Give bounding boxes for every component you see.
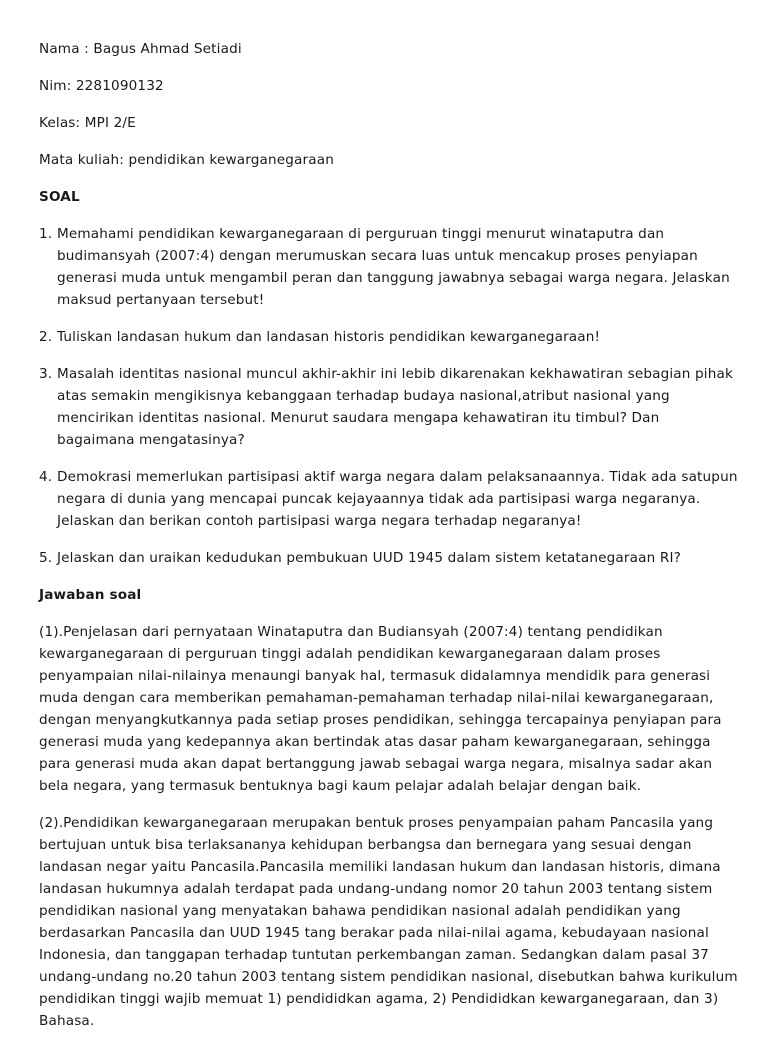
question-list [39,223,739,569]
questions-heading: SOAL [39,189,80,205]
student-name-line: Nama : Bagus Ahmad Setiadi [39,41,242,57]
student-nim-line: Nim: 2281090132 [39,78,164,94]
question-number: 2. [39,329,53,345]
course-line: Mata kuliah: pendidikan kewarganegaraan [39,152,334,168]
question-text: Tuliskan landasan hukum dan landasan historis pendidikan kewarganegaraan! [57,329,601,345]
question-number: 3. [39,366,53,382]
answers-heading: Jawaban soal [39,587,142,603]
question-number: 4. [39,469,53,485]
answer-paragraph-2: (2).Pendidikan kewarganegaraan merupakan bentuk proses penyampaian paham Pancasila yang bertujuan untuk bisa terlaksananya kehidupan berbangsa dan bernegara yang sesuai dengan landasan negar yaitu Pancasila.Pancasila memiliki landasan hukum dan landasan historis, dimana landasan hukumnya adalah terdapat pada undang-undang nomor 20 tahun 2003 tentang sistem pendidikan nasional yang menyatakan bahawa pendidikan nasional adalah pendidikan yang berdasarkan Pancasila dan UUD 1945 tang berakar pada nilai-nilai agama, kebudayaan nasional Indonesia, dan tanggapan terhadap tuntutan perkembangan zaman. Sedangkan dalam pasal 37 undang-undang no.20 tahun 2003 tentang sistem pendidikan nasional, disebutkan bahwa kurikulum pendidikan tinggi wajib memuat 1) pendididkan agama, 2) Pendididkan kewarganegaraan, dan 3) Bahasa. [39,815,738,1029]
question-item [39,223,739,311]
question-item [39,547,739,569]
question-text: Memahami pendidikan kewarganegaraan di perguruan tinggi menurut winataputra dan budimansyah (2007:4) dengan merumuskan secara luas untuk mencakup proses penyiapan generasi muda untuk mengambil peran dan tanggung jawabnya sebagai warga negara. Jelaskan maksud pertanyaan tersebut! [57,226,730,308]
question-item [39,326,739,348]
question-item [39,466,739,532]
question-number: 1. [39,226,53,242]
question-number: 5. [39,550,53,566]
student-class-line: Kelas: MPI 2/E [39,115,136,131]
answer-paragraph-1: (1).Penjelasan dari pernyataan Winataputra dan Budiansyah (2007:4) tentang pendidikan kewarganegaraan di perguruan tinggi adalah pendidikan kewarganegaraan dalam proses penyampaian nilai-nilainya menaungi banyak hal, termasuk didalamnya mendidik para generasi muda dengan cara memberikan pemahaman-pemahaman terhadap nilai-nilai kewarganegaraan, dengan menyangkutkannya pada setiap proses pendidikan, sehingga tercapainya penyiapan para generasi muda yang kedepannya akan bertindak atas dasar paham kewarganegaraan, sehingga para generasi muda akan dapat bertanggung jawab sebagai warga negara, misalnya sadar akan bela negara, yang termasuk bentuknya bagi kaum pelajar adalah belajar dengan baik. [39,624,722,794]
question-text: Masalah identitas nasional muncul akhir-akhir ini lebib dikarenakan kekhawatiran sebagian pihak atas semakin mengikisnya kebanggaan terhadap budaya nasional,atribut nasional yang mencirikan identitas nasional. Menurut saudara mengapa kehawatiran itu timbul? Dan bagaimana mengatasinya? [57,366,734,448]
document-page [39,38,739,1047]
question-item [39,363,739,451]
question-text: Demokrasi memerlukan partisipasi aktif warga negara dalam pelaksanaannya. Tidak ada satupun negara di dunia yang mencapai puncak kejayaannya tidak ada partisipasi warga negaranya. Jelaskan dan berikan contoh partisipasi warga negara terhadap negaranya! [57,469,738,529]
question-text: Jelaskan dan uraikan kedudukan pembukuan UUD 1945 dalam sistem ketatanegaraan RI? [57,550,681,566]
